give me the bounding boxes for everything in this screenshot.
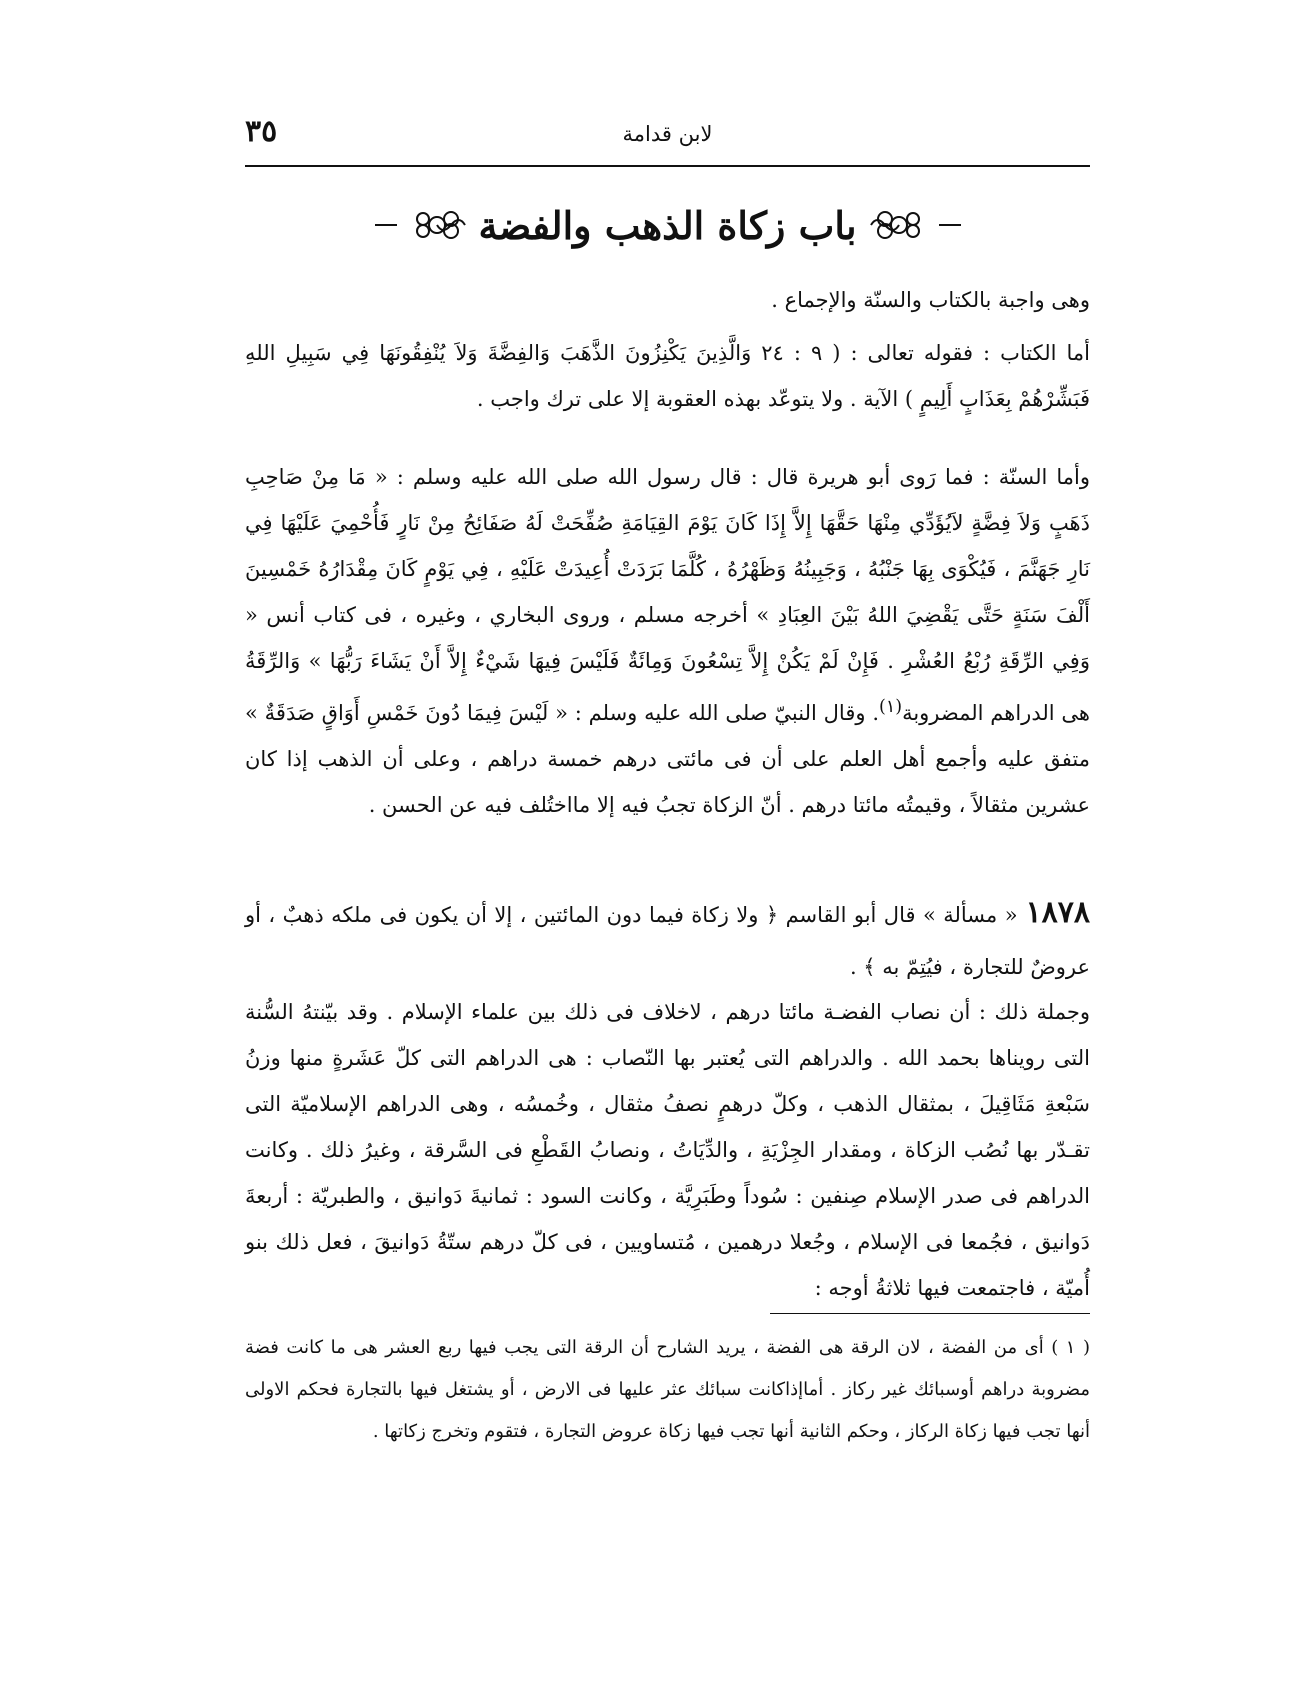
masala-number: ١٨٧٨ [1025,895,1090,930]
footnote-rule [770,1313,1090,1314]
paragraph-kitab: أما الكتاب : فقوله تعالى : ( ٩ : ٢٤ وَالَّذِينَ يَكْنِزُونَ الذَّهَبَ وَالفِضَّةَ وَلاَ يُنْفِقُونَهَا فِي سَبِيلِ اللهِ فَبَشِّرْهُمْ بِعَذَابٍ أَلِيمٍ ) الآية . ولا يتوعّد بهذه العقوبة إلا على ترك واجب . [245,341,1090,411]
sunna-text: وأما السنّة : فما رَوى أبو هريرة قال : قال رسول الله صلى الله عليه وسلم : « مَا مِنْ صَاحِبِ ذَهَبٍ وَلاَ فِضَّةٍ لاَيُؤَدِّي مِنْهَا حَقَّهَا إِلاَّ إِذَا كَانَ يَوْمَ القِيَامَةِ صُفِّحَتْ لَهُ صَفَائِحُ مِنْ نَارٍ فَأُحْمِيَ عَلَيْهَا فِي نَارِ جَهَنَّمَ ، فَيُكْوَى بِهَا جَنْبُهُ ، وَجَبِينُهُ وَظَهْرُهُ ، كُلَّمَا بَرَدَتْ أُعِيدَتْ عَلَيْهِ ، فِي يَوْمٍ كَانَ مِقْدَارُهُ خَمْسِينَ أَلْفَ سَنَةٍ حَتَّى يَقْضِيَ اللهُ بَيْنَ العِبَادِ » أخرجه مسلم ، وروى البخاري ، وغيره ، فى كتاب أنس « وَفِي الرِّقَةِ رُبْعُ العُشْرِ . فَإِنْ لَمْ يَكُنْ إِلاَّ تِسْعُونَ وَمِائَةٌ فَلَيْسَ فِيهَا شَيْءٌ إِلاَّ أَنْ يَشَاءَ رَبُّهَا » وَالرِّقَةُ هى الدراهم المضروبة [245,465,1090,725]
masala-text: « مسألة » قال أبو القاسم ﴿ ولا زكاة فيما دون المائتين ، إلا أن يكون فى ملكه ذهبٌ ، أو عروضٌ للتجارة ، فيُتِمّ به ﴾ . [245,903,1090,979]
running-header [245,112,1090,160]
ornament-dash [939,224,961,226]
footnote: ( ١ ) أى من الفضة ، لان الرقة هى الفضة ، يريد الشارح أن الرقة التى يجب فيها ربع العشر هى ما كانت فضة مضروبة دراهم أوسبائك غير ركاز . أماإذاكانت سبائك عثر عليها فى الارض ، أو يشتغل فيها بالتجارة فحكم الاولى أنها تجب فيها زكاة الركاز ، وحكم الثانية أنها تجب فيها زكاة عروض التجارة ، فتقوم وتخرج زكاتها . [245,1337,1090,1442]
chapter-heading [245,185,1090,265]
sunna-text-continued: . وقال النبيّ صلى الله عليه وسلم : « لَيْسَ فِيمَا دُونَ خَمْسِ أَوَاقٍ صَدَقَةٌ » متفق عليه وأجمع أهل العلم على أن فى مائتى درهم خمسة دراهم ، وعلى أن الذهب إذا كان عشرين مثقالاً ، وقيمتُه مائتا درهم . أنّ الزكاة تجبُ فيه إلا مااختُلف فيه عن الحسن . [245,701,1090,817]
paragraph-intro: وهى واجبة بالكتاب والسنّة والإجماع . [771,288,1090,312]
paragraph-sunna [245,454,1090,828]
ornament-dash [375,224,397,226]
running-title: لابن قدامة [622,122,713,146]
header-rule [245,165,1090,167]
chapter-title: باب زكاة الذهب والفضة [478,202,857,248]
ornament-right-icon [867,207,929,243]
ornament-left-icon [407,207,469,243]
paragraph-jumla: وجملة ذلك : أن نصاب الفضـة مائتا درهم ، لاخلاف فى ذلك بين علماء الإسلام . وقد بيّنتهُ السُّنة التى رويناها بحمد الله . والدراهم التى يُعتبر بها النّصاب : هى الدراهم التى كلّ عَشَرةٍ منها وزنُ سَبْعةِ مَثَاقِيلَ ، بمثقال الذهب ، وكلّ درهمٍ نصفُ مثقال ، وخُمسُه ، وهى الدراهم الإسلاميّة التى تقـدّر بها نُصُب الزكاة ، ومقدار الجِزْيَةِ ، والدِّيَاتُ ، ونصابُ القَطْعِ فى السَّرقة ، وغيرُ ذلك . وكانت الدراهم فى صدر الإسلام صِنفين : سُوداً وطَبَرِيَّة ، وكانت السود : ثمانيةَ دَوانيق ، والطبريّة : أربعةَ دَوانيق ، فجُمعا فى الإسلام ، وجُعلا درهمين ، مُتساويين ، فى كلّ درهم ستّةُ دَوانيقَ ، فعل ذلك بنو أُميّة ، فاجتمعت فيها ثلاثةُ أوجه : [245,1000,1090,1300]
paragraph-masala [245,887,1090,993]
page-number: ٣٥ [245,114,278,149]
footnote-marker: (١) [879,697,903,717]
